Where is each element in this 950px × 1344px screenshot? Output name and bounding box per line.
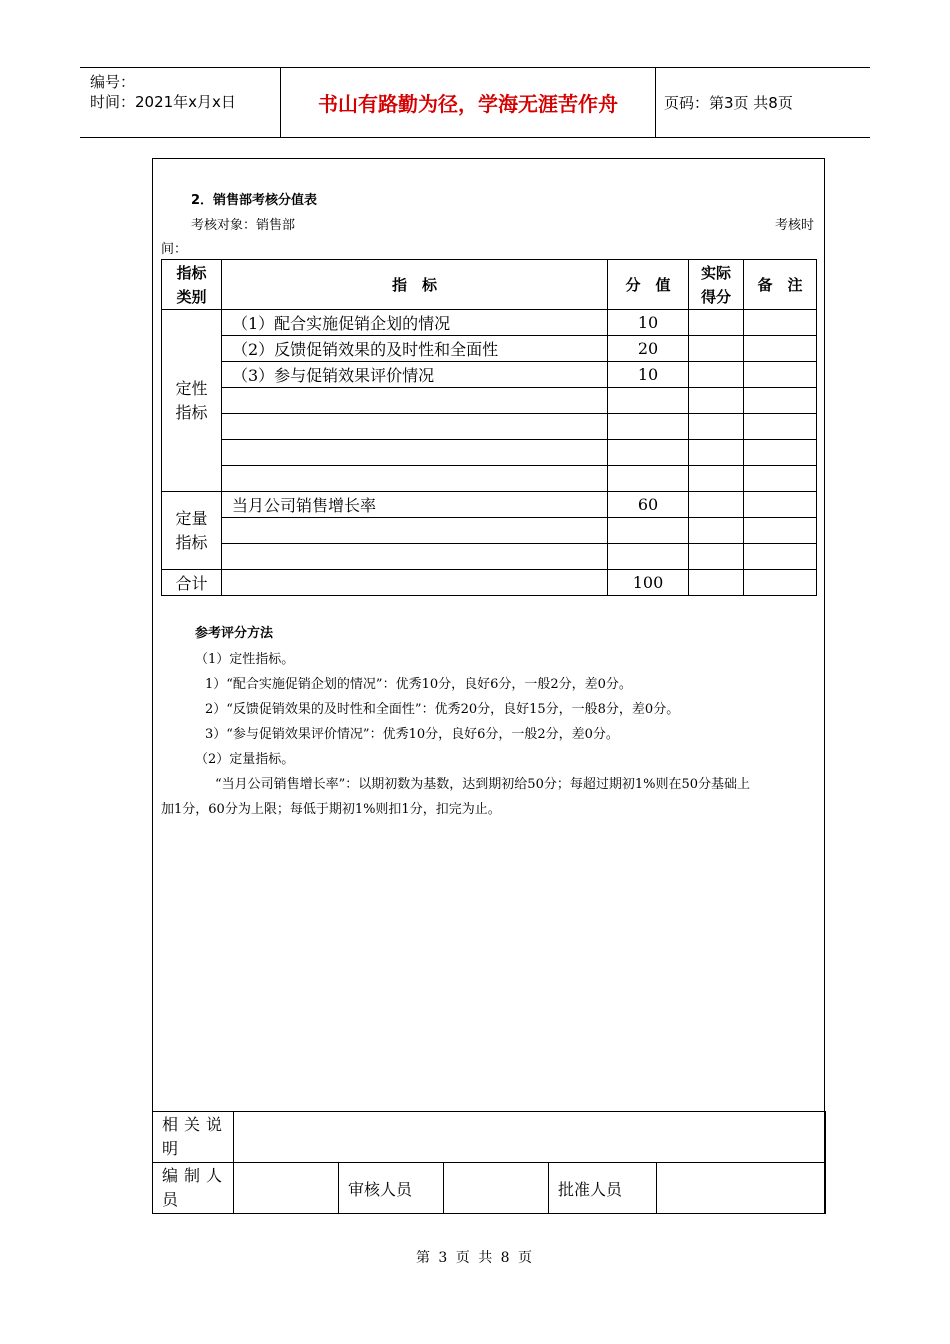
- empty-cell[interactable]: [744, 518, 817, 544]
- empty-cell[interactable]: [689, 544, 744, 570]
- empty-cell[interactable]: [608, 518, 689, 544]
- header-right-cell: [655, 68, 870, 137]
- empty-cell[interactable]: [222, 570, 608, 596]
- empty-cell[interactable]: [744, 544, 817, 570]
- doc-number-label: 编号：: [90, 73, 136, 91]
- score-cell: 10: [608, 362, 689, 388]
- empty-cell[interactable]: [744, 414, 817, 440]
- empty-cell[interactable]: [608, 440, 689, 466]
- total-actual-cell[interactable]: [689, 570, 744, 596]
- header-left-cell: [80, 68, 280, 137]
- doc-time-label: 时间：2021年x月x日: [90, 93, 236, 111]
- preparer-field[interactable]: [234, 1163, 339, 1214]
- related-notes-field[interactable]: [234, 1112, 826, 1163]
- empty-cell[interactable]: [608, 544, 689, 570]
- method-q2-a: “当月公司销售增长率”：以期初数为基数，达到期初给50分；每超过期初1%则在50分基础上: [215, 777, 751, 792]
- page-header: [80, 67, 870, 138]
- score-cell: 20: [608, 336, 689, 362]
- empty-cell[interactable]: [744, 440, 817, 466]
- empty-cell[interactable]: [608, 466, 689, 492]
- empty-cell[interactable]: [222, 518, 608, 544]
- method-q1-a: 1）“配合实施促销企划的情况”：优秀10分，良好6分，一般2分，差0分。: [205, 677, 632, 692]
- empty-cell[interactable]: [744, 466, 817, 492]
- score-cell: 10: [608, 310, 689, 336]
- empty-cell[interactable]: [689, 414, 744, 440]
- empty-cell[interactable]: [222, 388, 608, 414]
- note-cell[interactable]: [744, 310, 817, 336]
- header-actual: 实际 得分: [689, 260, 744, 310]
- method-q2-b: 加1分，60分为上限；每低于期初1%则扣1分，扣完为止。: [161, 802, 501, 817]
- empty-cell[interactable]: [222, 440, 608, 466]
- actual-cell[interactable]: [689, 492, 744, 518]
- empty-cell[interactable]: [222, 544, 608, 570]
- empty-cell[interactable]: [608, 414, 689, 440]
- header-category: 指标 类别: [162, 260, 222, 310]
- actual-cell[interactable]: [689, 362, 744, 388]
- empty-cell[interactable]: [608, 388, 689, 414]
- header-score: 分 值: [608, 260, 689, 310]
- signoff-table: [152, 1111, 826, 1214]
- total-note-cell[interactable]: [744, 570, 817, 596]
- empty-cell[interactable]: [689, 466, 744, 492]
- preparer-label: 编制人员: [153, 1163, 234, 1214]
- method-q2: （2）定量指标。: [195, 752, 295, 767]
- indicator-cell: （1）配合实施促销企划的情况: [222, 310, 608, 336]
- assessment-object: 考核对象：销售部: [191, 218, 296, 233]
- indicator-cell: （2）反馈促销效果的及时性和全面性: [222, 336, 608, 362]
- slogan: 书山有路勤为径，学海无涯苦作舟: [318, 92, 618, 116]
- page-footer: 第 3 页 共 8 页: [415, 1250, 535, 1266]
- empty-cell[interactable]: [689, 440, 744, 466]
- header-note: 备 注: [744, 260, 817, 310]
- empty-cell[interactable]: [222, 414, 608, 440]
- actual-cell[interactable]: [689, 310, 744, 336]
- assessment-time-label-a: 考核时: [774, 218, 814, 233]
- score-table: [161, 259, 817, 596]
- content-frame: [152, 158, 825, 1214]
- indicator-cell: （3）参与促销效果评价情况: [222, 362, 608, 388]
- empty-cell[interactable]: [689, 518, 744, 544]
- method-q1-c: 3）“参与促销效果评价情况”：优秀10分，良好6分，一般2分，差0分。: [205, 727, 619, 742]
- score-cell: 60: [608, 492, 689, 518]
- reviewer-field[interactable]: [444, 1163, 549, 1214]
- note-cell[interactable]: [744, 336, 817, 362]
- approver-field[interactable]: [657, 1163, 826, 1214]
- header-center-cell: [280, 68, 656, 137]
- indicator-cell: 当月公司销售增长率: [222, 492, 608, 518]
- total-label: 合计: [162, 570, 222, 596]
- actual-cell[interactable]: [689, 336, 744, 362]
- note-cell[interactable]: [744, 362, 817, 388]
- category-quantitative: 定量 指标: [162, 492, 222, 570]
- assessment-time-label-b: 间：: [161, 242, 188, 257]
- note-cell[interactable]: [744, 492, 817, 518]
- empty-cell[interactable]: [222, 466, 608, 492]
- header-indicator: 指 标: [222, 260, 608, 310]
- method-title: 参考评分方法: [195, 626, 274, 641]
- empty-cell[interactable]: [689, 388, 744, 414]
- page-info: 页码：第3页 共8页: [664, 94, 793, 112]
- reviewer-label: 审核人员: [339, 1163, 444, 1214]
- approver-label: 批准人员: [549, 1163, 657, 1214]
- related-notes-label: 相关说明: [153, 1112, 234, 1163]
- method-q1: （1）定性指标。: [195, 652, 295, 667]
- empty-cell[interactable]: [744, 388, 817, 414]
- method-q1-b: 2）“反馈促销效果的及时性和全面性”：优秀20分，良好15分，一般8分，差0分。: [205, 702, 680, 717]
- category-qualitative: 定性 指标: [162, 310, 222, 492]
- total-score: 100: [608, 570, 689, 596]
- section-title: 2．销售部考核分值表: [191, 193, 318, 208]
